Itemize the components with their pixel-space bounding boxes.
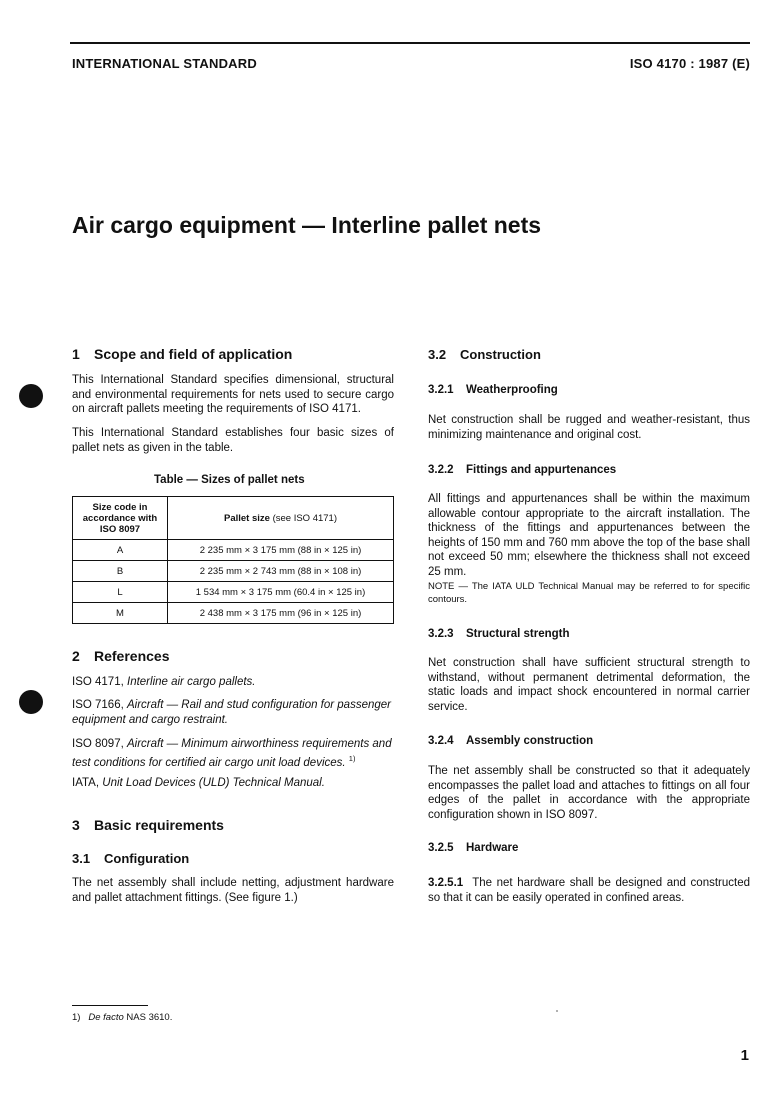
section-3-2-4-paragraph: The net assembly shall be constructed so that it adequately encompasses the pallet load and attaches to fittings on all four edges of the pallet in accordance with the appropriate configuration shown in ISO 8097. [428,765,750,821]
section-1-paragraph-2: This International Standard establishes four basic sizes of pallet nets as given in the table. [72,427,394,454]
pallet-size-cell: 1 534 mm × 3 175 mm (60.4 in × 125 in) [168,582,394,603]
section-3-2-2-heading: 3.2.2 Fittings and appurtenances [428,464,617,476]
footnote-rule [72,1005,148,1006]
size-code-cell: A [73,540,168,561]
note: NOTE — The IATA ULD Technical Manual may be referred to for specific contours. [428,581,750,605]
table-caption: Table — Sizes of pallet nets [154,474,305,486]
reference-item: IATA, Unit Load Devices (ULD) Technical Manual. [72,777,325,789]
section-3-2-4-heading: 3.2.4 Assembly construction [428,735,594,747]
punch-hole-bottom [19,690,43,714]
pallet-sizes-table [72,496,394,624]
page-number: 1 [740,1047,749,1064]
scan-speck [556,1010,558,1012]
section-3-2-1-heading: 3.2.1 Weatherproofing [428,384,558,396]
reference-item: ISO 8097, Aircraft — Minimum airworthiness requirements and test conditions for certified air cargo unit load devices. $^{1)}$ [72,738,392,769]
reference-item: ISO 4171, Interline air cargo pallets. [72,676,256,688]
table-header-size-code: Size code in accordance with ISO 8097 [73,497,168,540]
punch-hole-top [19,384,43,408]
size-code-cell: L [73,582,168,603]
section-3-2-heading: 3.2 Construction [428,347,541,362]
header-rule [70,42,750,44]
pallet-size-cell: 2 438 mm × 3 175 mm (96 in × 125 in) [168,603,394,624]
size-code-cell: B [73,561,168,582]
section-2-heading: 2 References [72,648,170,664]
table-header-pallet-size: Pallet size (see ISO 4171) [168,497,394,540]
section-3-2-3-heading: 3.2.3 Structural strength [428,628,570,640]
table-row [73,603,394,624]
section-3-2-2-paragraph: All fittings and appurtenances shall be within the maximum allowable contour appropriate to the aircraft installation. The thickness of the fittings and appurtenances between the heights of 150 mm and 760 mm above the top of the base shall not exceed 50 mm; elsewhere the thickness shall not exceed 25 mm. [428,493,750,578]
header-standard-type: INTERNATIONAL STANDARD [72,56,257,71]
section-3-2-5-1-paragraph: 3.2.5.1 The net hardware shall be designed and constructed so that it can be easily operated in confined areas. [428,877,751,904]
footnote: 1) De facto NAS 3610. [72,1012,173,1023]
table-row [73,540,394,561]
document-title: Air cargo equipment — Interline pallet nets [72,212,542,238]
section-3-heading: 3 Basic requirements [72,817,224,833]
section-3-2-5-heading: 3.2.5 Hardware [428,842,519,854]
section-1-heading: 1 Scope and field of application [72,346,293,362]
section-3-2-3-paragraph: Net construction shall have sufficient structural strength to withstand, without permanent detrimental deformation, the static loads and impact shock encountered in normal carrier service. [428,657,750,713]
table-row [73,582,394,603]
section-3-1-paragraph: The net assembly shall include netting, adjustment hardware and pallet attachment fittings. (See figure 1.) [72,877,394,904]
table-row [73,561,394,582]
reference-item: ISO 7166, Aircraft — Rail and stud configuration for passenger equipment and cargo restraint. [72,699,391,726]
pallet-size-cell: 2 235 mm × 2 743 mm (88 in × 108 in) [168,561,394,582]
section-3-2-1-paragraph: Net construction shall be rugged and weather-resistant, thus minimizing maintenance and original cost. [428,414,750,441]
header-document-id: ISO 4170 : 1987 (E) [629,56,750,71]
section-3-1-heading: 3.1 Configuration [72,851,190,866]
size-code-cell: M [73,603,168,624]
section-1-paragraph-1: This International Standard specifies dimensional, structural and environmental requirements for nets used to secure cargo on aircraft pallets meeting the requirements of ISO 4171. [72,374,394,415]
pallet-size-cell: 2 235 mm × 3 175 mm (88 in × 125 in) [168,540,394,561]
